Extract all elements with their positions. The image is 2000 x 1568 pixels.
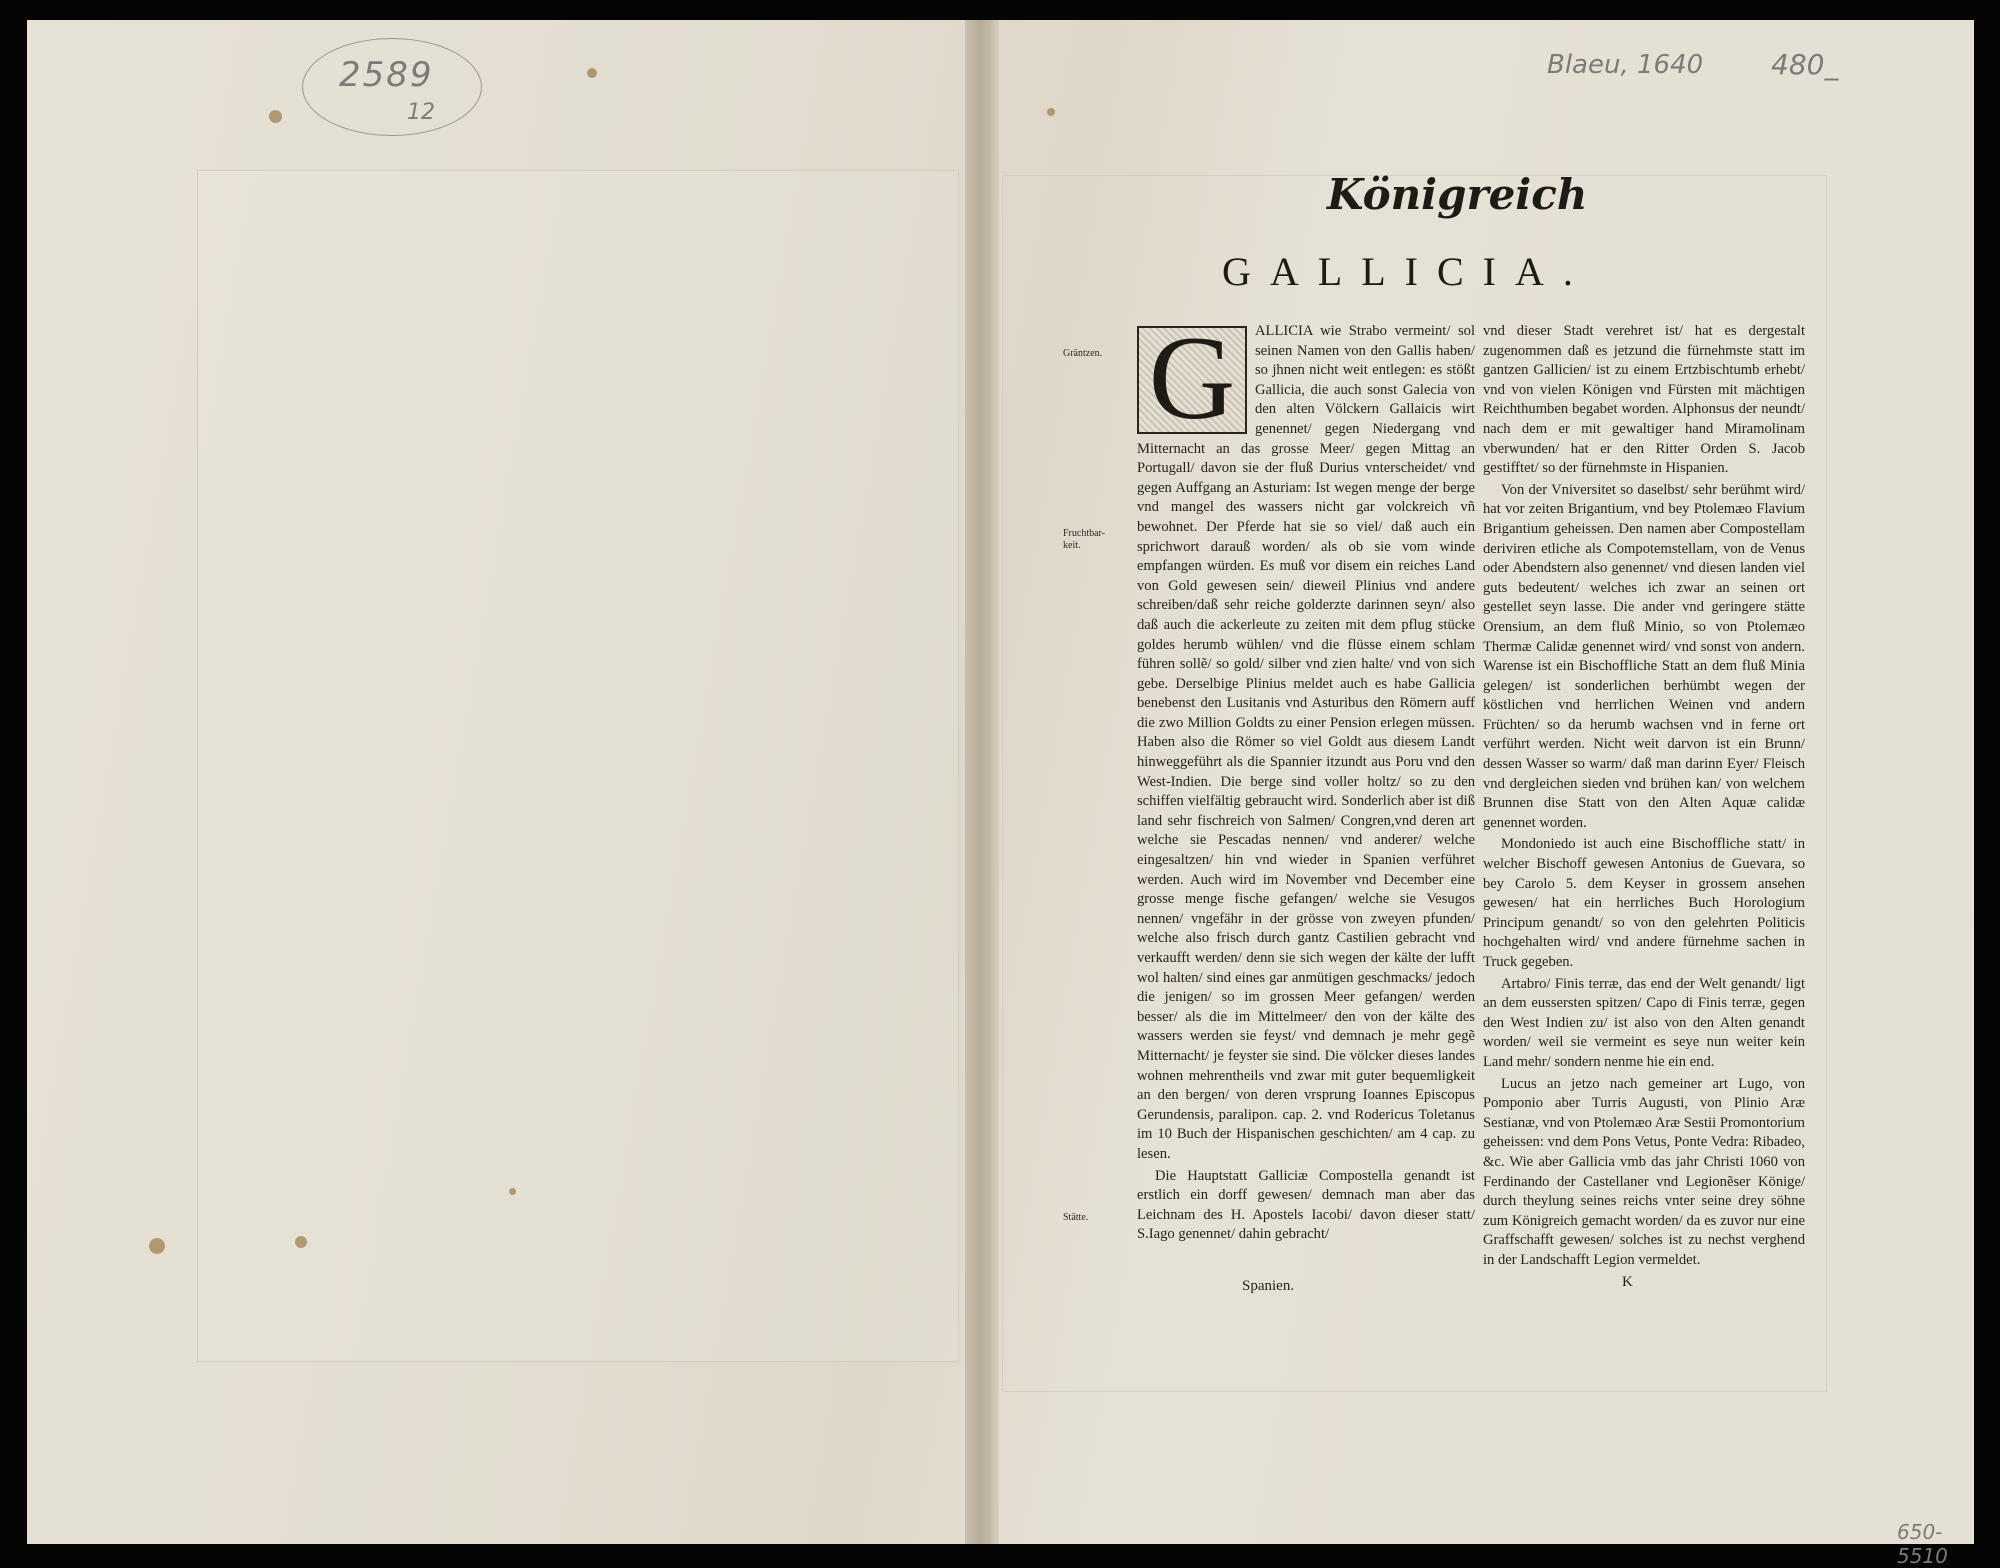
inventory-number: 2589 [339, 55, 434, 95]
foxing-spot [149, 1238, 165, 1254]
foxing-spot [295, 1236, 307, 1248]
foxing-spot [1047, 108, 1055, 116]
left-plate-impression [197, 170, 959, 1362]
page-title: Königreich [1327, 170, 1588, 219]
catchword: Spanien. [1242, 1278, 1295, 1294]
attribution-note: Blaeu, 1640 [1547, 50, 1704, 80]
initial-letter: G [1148, 311, 1236, 444]
foxing-spot [269, 110, 282, 123]
decorated-initial [1137, 311, 1247, 444]
inventory-sub: 12 [407, 100, 435, 125]
corner-note: 650-5510 [1897, 1520, 1948, 1568]
page-subtitle: GALLICIA. [1222, 249, 1592, 294]
paragraph: Die Hauptstatt Galliciæ Compostella genandt ist erstlich ein dorff gewesen/ demnach man aber das Leichnam des H. Apostels Iacobi/ davon dieser statt/ S.Iago genennet/ dahin gebracht/ [1137, 1167, 1475, 1243]
paragraph: Artabro/ Finis terræ, das end der Welt genandt/ ligt an dem eussersten spitzen/ Capo di Finis terræ, gegen den West Indien zu/ ist also von den Alten genandt worden/ weil sie vermeint es seye nun weiter kein Land mehr/ sondern nenme hie ein end. [1483, 975, 1805, 1070]
scanned-sheet [27, 20, 1974, 1568]
center-fold [965, 20, 999, 1544]
foxing-spot [587, 68, 597, 78]
foxing-spot [509, 1188, 516, 1195]
margin-note-fruchtbarkeit: Fruchtbar-keit. [1063, 528, 1106, 551]
paragraph: ALLICIA wie Strabo vermeint/ sol seinen Namen von den Gallis haben/ so jhnen nicht weit entlegen: es stößt Gallicia, die auch sonst Galecia von den alten Völckern Gallaicis wirt genennet/ gegen Niedergang vnd Mitternacht an das grosse Meer/ gegen Mittag an Portugall/ davon sie der fluß Durius vnterscheidet/ vnd gegen Auffgang an Asturiam: Ist wegen menge der berge vnd mangel des wassers nicht gar volckreich vñ bewohnet. Der Pferde hat sie so viel/ daß auch ein sprichwort darauß worden/ als ob sie vom winde empfangen würden. Es muß vor disem ein reiches Land von Gold gewesen sein/ dieweil Plinius vnd andere schreiben/daß sehr reiche golderzte darinnen seyn/ also daß auch die ackerleute zu zeiten mit dem pflug stücke goldes herumb wühlen/ vnd die flüsse einem schlam führen sollẽ/ so gold/ silber vnd zien halte/ vnd von sich gebe. Derselbige Plinius meldet auch es habe Gallicia benebenst den Lusitanis vnd Asturibus den Römern auff die zwo Million Goldts zu einer Pension erlegen müssen. Haben also die Römer so viel Goldt aus diesem Landt hinweggeführt als die Spannier itzundt aus Poru vnd den West-Indien. Die berge sind voller holtz/ so zu den schiffen vielfältig gebraucht wird. Sonderlich aber ist diß land sehr fischreich von Salmen/ Congren,vnd deren art welche sie Pescadas nennen/ vnd anderer/ welche eingesaltzen/ hin vnd wieder in Spanien verführet werden. Auch wird im November vnd December eine grosse menge fische gefangen/ welche sie Vesugos nennen/ vngefähr in der grösse von zweyen pfunden/ welche also frisch durch gantz Castilien gebracht vnd verkaufft werden/ denn sie sich wegen der kälte der lufft wol halten/ sind eines gar anmütigen geschmacks/ jedoch die jenigen/ so im grossen Meer gefangen/ werden besser/ als die im Mittelmeer/ den von der kälte des wassers werden sie feyst/ vnd demnach je mehr gegẽ Mitternacht/ je feyster sie sind. Die völcker dieses landes wohnen mehrentheils vnd zwar mit guter bequemligkeit an den bergen/ von deren vrsprung Ioannes Episcopus Gerundensis, paralipon. cap. 2. vnd Rodericus Toletanus im 10 Buch der Hispanischen geschichten/ am 4 cap. zu lesen. [1137, 323, 1475, 1162]
margin-note-graentzen: Gräntzen. [1063, 348, 1103, 359]
text-column-right [1475, 322, 1805, 1273]
paragraph: vnd dieser Stadt verehret ist/ hat es dergestalt zugenommen daß es jetzund die fürnehmste statt im gantzen Gallicien/ ist zu einem Ertzbischtumb erhebt/ vnd von vielen Königen vnd Fürsten mit mächtigen Reichthumben begabet worden. Alphonsus der neundt/ nach dem er mit gewaltiger hand Miramolinam vberwunden/ hat er den Ritter Orden S. Jacob gestifftet/ so der fürnehmste in Hispanien. [1483, 323, 1805, 477]
text-column-left [1137, 311, 1475, 1247]
paragraph: Von der Vniversitet so daselbst/ sehr berühmt wird/ hat vor zeiten Brigantium, vnd bey Ptolemæo Flavium Brigantium geheissen. Den namen aber Compostellam deriviren etliche als Compotemstellam, von de Venus oder Abendstern also genennet/ vnd diesen landen viel guts bedeutent/ welches ich zwar an seinen ort gestellet seyn lasse. Die ander vnd geringere stätte Orensium, an dem fluß Minio, so von Ptolemæo Thermæ Calidæ genennet wird/ vnd sonst von andern. Warense ist ein Bischoffliche Statt an dem fluß Minia gelegen/ ist sonderlichen berhümbt wegen der köstlichen vnd herrlichen Weinen vnd andern Früchten/ so da herumb wachsen vnd in ferne ort verführt werden. Nicht weit darvon ist ein Brunn/ dessen Wasser so warm/ daß man darinn Eyer/ Fleisch vnd dergleichen sieden vnd brühen kan/ von welchem Brunnen dise Statt von den Alten Aquæ calidæ genennet worden. [1483, 481, 1805, 831]
signature-mark: K [1622, 1274, 1633, 1290]
margin-note-staette: Stätte. [1063, 1212, 1089, 1223]
price-note: 480_ [1771, 48, 1839, 81]
paragraph: Mondoniedo ist auch eine Bischoffliche statt/ in welcher Bischoff gewesen Antonius de Guevara, so bey Carolo 5. dem Keyser in grossem ansehen gewesen/ hat ein herrliches Buch Horologium Principum genandt/ so von den gelehrten Politicis hochgehalten wird/ vnd andere fürnehme sachen in Truck gegeben. [1483, 836, 1805, 970]
paragraph: Lucus an jetzo nach gemeiner art Lugo, von Pomponio aber Turris Augusti, von Plinio Aræ Sestianæ, vnd von Ptolemæo Aræ Sestii Promontorium geheissen: vnd dem Pons Vetus, Ponte Vedra: Ribadeo, &c. Wie aber Gallicia vmb das jahr Christi 1060 von Ferdinando der Castellaner vnd Legionẽser Könige/ durch theylung seines reichs vnter seine drey söhne zum Königreich gemacht worden/ da es zuvor nur eine Graffschafft gewesen/ solches ist zu nechst verghend in der Landschafft Legion vermeldet. [1483, 1075, 1805, 1268]
